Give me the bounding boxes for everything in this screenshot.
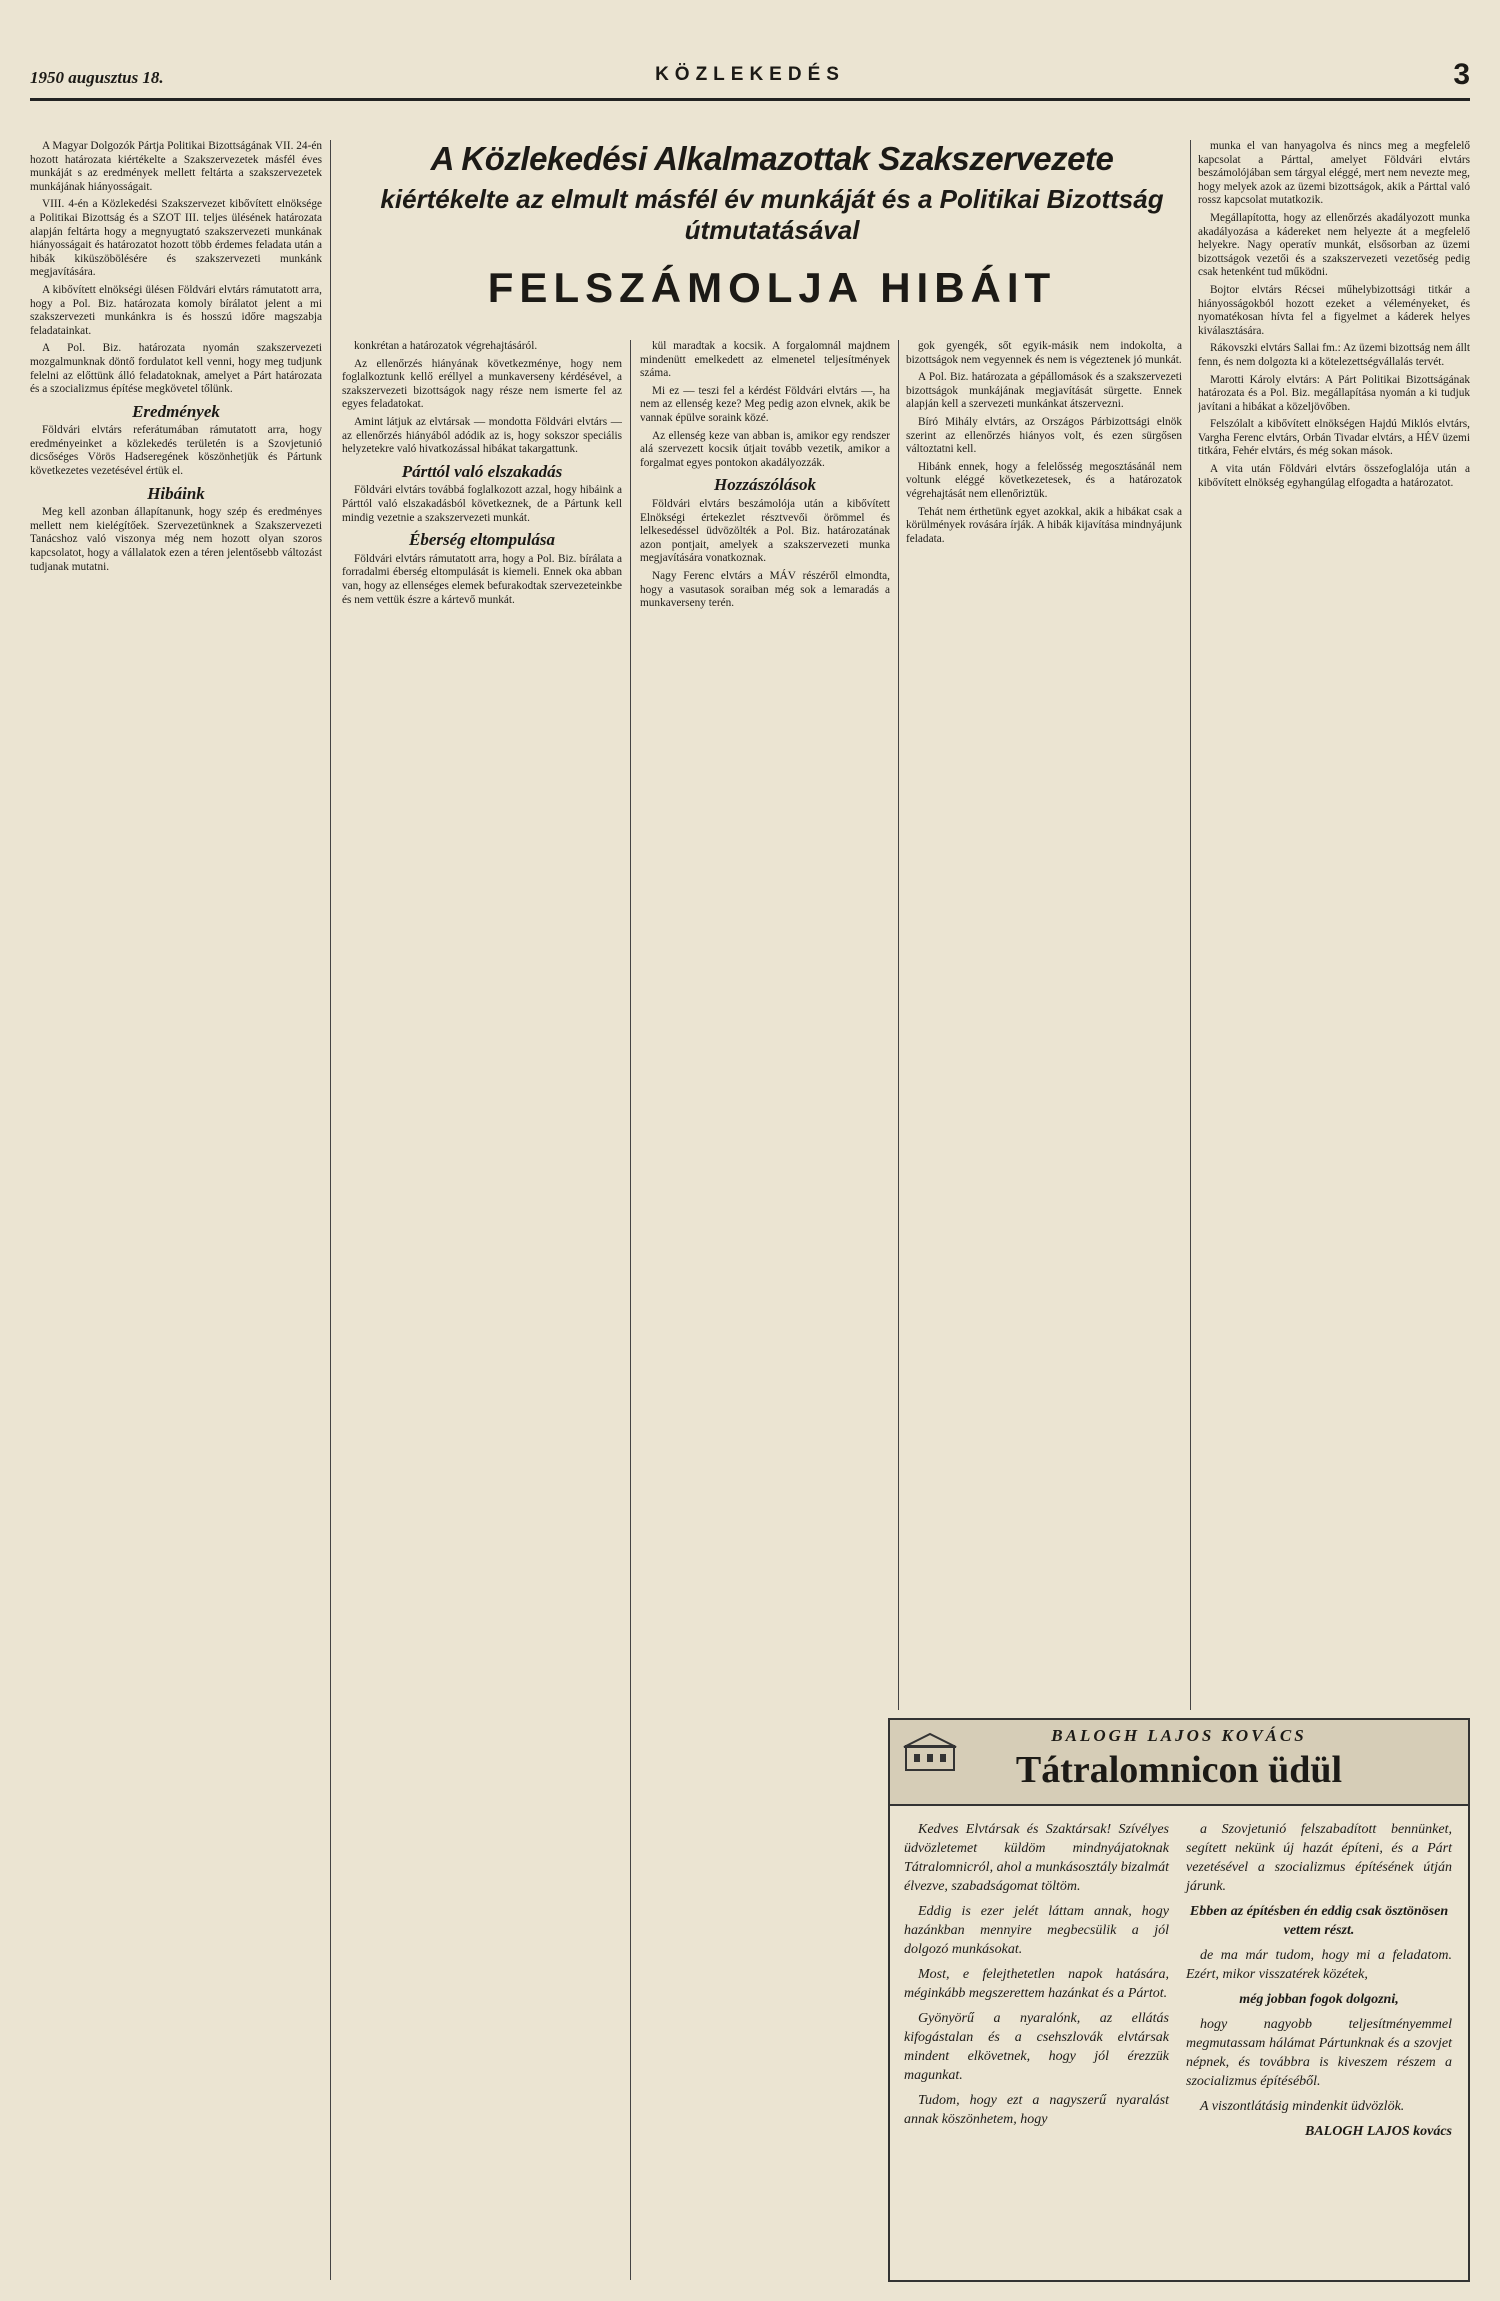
letter-left-column bbox=[904, 1820, 1169, 2135]
letter-banner bbox=[890, 1720, 1468, 1806]
article-paragraph: Földvári elvtárs beszámolója után a kibővített Elnökségi értekezlet résztvevői örömmel és lelkesedéssel üdvözölték a Pol. Biz. határozatának azon pontjait, amelyek a szakszervezeti munka megjavítására vonatkoznak. bbox=[640, 497, 890, 565]
article-paragraph: Megállapította, hogy az ellenőrzés akadályozott munka akadályozása a kádereket nem helyezte át a megfelelő helyekre. Nagy operatív munkát, elsősorban az üzemi bizottságok vezetői és a szakszervezeti vezetőség pedig csak hetenként tud működni. bbox=[1198, 211, 1470, 279]
column-divider bbox=[630, 340, 631, 2280]
letter-right-column bbox=[1186, 1820, 1452, 2147]
column-5 bbox=[1198, 140, 1470, 1710]
article-paragraph: Amint látjuk az elvtársak — mondotta Földvári elvtárs — az ellenőrzés hiányából adódik az is, hogy sokszor speciális helyzetekre való hivatkozással hibákat takargattunk. bbox=[342, 415, 622, 456]
letter-emphasis: Ebben az építésben én eddig csak ösztönösen vettem részt. bbox=[1189, 1904, 1449, 1938]
column-2 bbox=[342, 340, 622, 2280]
column-divider bbox=[330, 140, 331, 2280]
letter-paragraph: de ma már tudom, hogy mi a feladatom. Ezért, mikor visszatérek közétek, bbox=[1186, 1948, 1452, 1982]
headline-line-2: kiértékelte az elmult másfél év munkáját és a Politikai Bizottság útmutatásával bbox=[380, 184, 1164, 245]
letter-paragraph: Most, e felejthetetlen napok hatására, méginkább megszerettem hazánkat és a Pártot. bbox=[904, 1967, 1169, 2001]
letter-signature: BALOGH LAJOS kovács bbox=[1305, 2124, 1452, 2139]
article-paragraph: A Pol. Biz. határozata nyomán szakszervezeti mozgalmunknak döntő fordulatot kell venni, hogy meg tudjunk felelni az előttünk álló feladatoknak, amelyet a Párt határozata és a szocializmus építése megkövetel tőlünk. bbox=[30, 342, 322, 396]
letter-emphasis: még jobban fogok dolgozni, bbox=[1239, 1992, 1399, 2007]
newspaper-page bbox=[30, 58, 1470, 2278]
letter-paragraph: Tudom, hogy ezt a nagyszerű nyaralást annak köszönhetem, hogy bbox=[904, 2093, 1169, 2127]
letter-paragraph: Kedves Elvtársak és Szaktársak! Szívélyes üdvözletemet küldöm mindnyájatoknak Tátralomnicról, ahol a munkásosztály bizalmát élvezve, szabadságomat töltöm. bbox=[904, 1822, 1169, 1894]
article-paragraph: Meg kell azonban állapítanunk, hogy szép és eredményes mellett nem kielégítőek. Szervezetünknek a Szakszervezeti Tanácshoz való viszonya még nem hozott olyan szoros kapcsolatot, hogy a vállalatok ezen a téren jelentősebb változást tudjanak mutatni. bbox=[30, 506, 322, 573]
column-divider bbox=[898, 340, 899, 1710]
article-paragraph: Bojtor elvtárs Récsei műhelybizottsági titkár a hiányosságokból hozott ezeket a véleményeket, és nyomatékosan hívta fel a figyelmet a káderek helyes kiválasztására. bbox=[1198, 283, 1470, 337]
article-paragraph: Földvári elvtárs rámutatott arra, hogy a Pol. Biz. bírálata a forradalmi éberség eltompulását is kiemeli. Ennek oka abban van, hogy az ellenséges elemek befurakodtak szervezeteinkbe és nem vettük észre a kártevő munkát. bbox=[342, 552, 622, 606]
letter-paragraph: Gyönyörű a nyaralónk, az ellátás kifogástalan és a csehszlovák elvtársak mindent elkövetnek, hogy jól érezzük magunkat. bbox=[904, 2011, 1169, 2083]
column-divider bbox=[1190, 140, 1191, 1710]
article-paragraph: Rákovszki elvtárs Sallai fm.: Az üzemi bizottság nem állt fenn, és nem dolgozta ki a kötelezettségvállalás tervét. bbox=[1198, 342, 1470, 368]
article-paragraph: A vita után Földvári elvtárs összefoglalója után a kibővített elnökség egyhangúlag elfogadta a határozatot. bbox=[1198, 463, 1470, 489]
letter-paragraph: A viszontlátásig mindenkit üdvözlök. bbox=[1200, 2099, 1405, 2114]
column-3 bbox=[640, 340, 890, 2280]
newspaper-title: KÖZLEKEDÉS bbox=[655, 64, 845, 85]
letter-paragraph: Eddig is ezer jelét láttam annak, hogy hazánkban mennyire megbecsülik a jól dolgozó munkásokat. bbox=[904, 1904, 1169, 1957]
article-paragraph: Nagy Ferenc elvtárs a MÁV részéről elmondta, hogy a vasutasok soraiban még sok a lemaradás a munkaverseny terén. bbox=[640, 569, 890, 610]
article-paragraph: A kibővített elnökségi ülésen Földvári elvtárs rámutatott arra, hogy a Pol. Biz. határozata komoly bírálatot jelent a mi szakszervezeti munkánkra is és hosszú időre magszabja feladatainkat. bbox=[30, 283, 322, 337]
building-icon bbox=[900, 1730, 960, 1774]
article-paragraph: Felszólalt a kibővített elnökségen Hajdú Miklós elvtárs, Vargha Ferenc elvtárs, Orbán Tivadar elvtárs, a HÉV üzemi titkára, Fehér elvtárs, és még sokan mások. bbox=[1198, 418, 1470, 458]
article-paragraph: VIII. 4-én a Közlekedési Szakszervezet kibővített elnöksége a Politikai Bizottság és a SZOT III. teljes ülésének határozata alapján feltárta hogy a megnyugtató szakszervezeti munkának hiányosságait és határozatot hozott több érdemes feladata után a hibák kiküszöbölésére és szakszervezeti munkánk megjavítására. bbox=[30, 198, 322, 279]
section-heading-partol: Párttól való elszakadás bbox=[401, 461, 563, 481]
article-paragraph: A Magyar Dolgozók Pártja Politikai Bizottságának VII. 24-én hozott határozata kiértékelte a Szakszervezetek másfél éves munkáját s az eredmények mellett feltárta a szakszervezetek munkájának hiányosságait. bbox=[30, 140, 322, 193]
article-paragraph: Földvári elvtárs továbbá foglalkozott azzal, hogy hibáink a Párttól való elszakadásból következnek, de a Pártunk kell mindig vezetnie a szakszervezeti munkát. bbox=[342, 484, 622, 524]
page-number: 3 bbox=[1453, 58, 1470, 91]
main-headline bbox=[342, 140, 1202, 330]
article-paragraph: Az ellenség keze van abban is, amikor egy rendszer alá szervezett kocsik útjait tovább vezetik, amikor a forgalmat egyes pontokon akadályozzák. bbox=[640, 429, 890, 469]
article-paragraph: Marotti Károly elvtárs: A Párt Politikai Bizottságának határozata és a Pol. Biz. megállapítása nyomán a ki tudjuk javítani a hibákat a közeljövőben. bbox=[1198, 373, 1470, 413]
letter-author: BALOGH LAJOS KOVÁCS bbox=[1051, 1726, 1307, 1745]
article-paragraph: Bíró Mihály elvtárs, az Országos Párbizottsági elnök szerint az ellenőrzés hiányos volt, és ezen sürgősen változtatni kell. bbox=[906, 415, 1182, 456]
column-1 bbox=[30, 140, 322, 2280]
article-paragraph: Földvári elvtárs referátumában rámutatott arra, hogy eredményeinket a közlekedés területén is a Szovjetunió dicsőséges Vörös Hadseregének köszönhetjük és Pártunk következetes vezetésével értük el. bbox=[30, 424, 322, 478]
letter-paragraph: a Szovjetunió felszabadított bennünket, segített nekünk új hazát építeni, és a Párt vezetésével a szocializmus építésének útján járunk. bbox=[1186, 1822, 1452, 1894]
article-paragraph: konkrétan a határozatok végrehajtásáról. bbox=[354, 340, 538, 352]
article-paragraph: munka el van hanyagolva és nincs meg a megfelelő kapcsolat a Párttal, amelyet Földvári elvtárs beszámolójában sem tárgyal eléggé, mert nem nevezte meg, hogy melyek azok az üzemi bizottságok, akik a Párttal való rossz kapcsolat mutatkozik. bbox=[1198, 140, 1470, 207]
issue-date: 1950 augusztus 18. bbox=[30, 68, 164, 87]
article-paragraph: Az ellenőrzés hiányának következménye, hogy nem foglalkoztunk kellő eréllyel a munkaverseny kérdésével, a szakszervezeti bizottságok nagy része nem ismerte fel az egyes feladatokat. bbox=[342, 357, 622, 411]
article-paragraph: Hibánk ennek, hogy a felelősség megosztásánál nem voltunk eléggé következetesek, és a határozatok végrehajtását nem ellenőriztük. bbox=[906, 460, 1182, 500]
section-heading-eberseg: Éberség eltompulása bbox=[409, 530, 555, 550]
section-heading-hozzaszolasok: Hozzászólások bbox=[713, 475, 817, 495]
letter-title: Tátralomnicon üdül bbox=[1015, 1749, 1343, 1791]
article-paragraph: A Pol. Biz. határozata a gépállomások és a szakszervezeti bizottságok munkájának megjavítását sürgette. Ennek alapján kell a szervezeti munkánkat átszervezni. bbox=[906, 371, 1182, 411]
letter-paragraph: hogy nagyobb teljesítményemmel megmutassam hálámat Pártunknak és a szovjet népnek, és továbbra is kiveszem részem a szocializmus építéséből. bbox=[1186, 2017, 1452, 2089]
letter-box bbox=[888, 1718, 1470, 2282]
section-heading-eredmenyek: Eredmények bbox=[132, 401, 220, 421]
article-paragraph: kül maradtak a kocsik. A forgalomnál majdnem mindenütt emelkedett az elmenetel teljesítmények száma. bbox=[640, 340, 890, 380]
article-paragraph: gok gyengék, sőt egyik-másik nem indokolta, a bizottságok nem vegyennek és nem is végeztenek jó munkát. bbox=[906, 340, 1182, 366]
headline-line-1: A Közlekedési Alkalmazottak Szakszervezete bbox=[430, 140, 1114, 177]
article-paragraph: Tehát nem érthetünk egyet azokkal, akik a hibákat csak a körülmények rovására írják. A hibák kijavítása mindnyájunk feladata. bbox=[906, 505, 1182, 545]
section-heading-hibaink: Hibáink bbox=[147, 483, 205, 503]
article-paragraph: Mi ez — teszi fel a kérdést Földvári elvtárs —, ha nem az ellenség keze? Meg pedig azon elvnek, akik be vannak épülve soraink közé. bbox=[640, 384, 890, 424]
column-4 bbox=[906, 340, 1182, 1710]
headline-line-3: FELSZÁMOLJA HIBÁIT bbox=[487, 264, 1057, 311]
masthead bbox=[30, 58, 1470, 101]
